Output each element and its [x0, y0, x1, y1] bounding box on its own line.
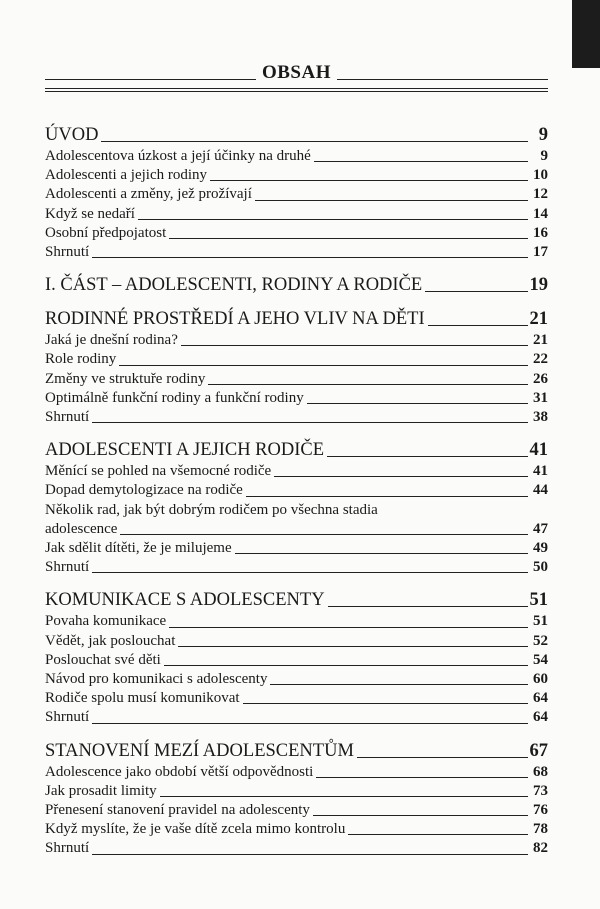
entry-title: Osobní předpojatost — [45, 224, 167, 241]
leader-line — [160, 796, 528, 797]
toc-chapter-heading[interactable] — [45, 124, 548, 146]
toc-entry[interactable] — [45, 408, 548, 427]
entry-title: ÚVOD — [45, 125, 99, 145]
page-title: OBSAH — [261, 62, 332, 83]
leader-line — [208, 384, 528, 385]
toc-entry-wrap — [45, 782, 548, 801]
toc-entry-wrap — [45, 350, 548, 369]
entry-title: Adolescence jako období větší odpovědnosti — [45, 763, 314, 780]
toc-chapter-heading-wrap — [45, 439, 548, 461]
page-number: 64 — [533, 690, 548, 707]
page-number: 51 — [533, 613, 548, 630]
entry-title: Několik rad, jak být dobrým rodičem po všechna stadia — [45, 501, 378, 518]
toc-entry-wrap — [45, 331, 548, 350]
toc-entry[interactable] — [45, 462, 548, 481]
toc-section — [45, 124, 548, 262]
toc-entry[interactable] — [45, 147, 548, 166]
toc-chapter-heading[interactable] — [45, 308, 548, 330]
entry-title: STANOVENÍ MEZÍ ADOLESCENTŮM — [45, 740, 354, 761]
page-number: 67 — [529, 740, 548, 761]
entry-title: Když myslíte, že je vaše dítě zcela mimo kontrolu — [45, 821, 346, 838]
toc-entry[interactable] — [45, 166, 548, 185]
toc-entry-wrap — [45, 370, 548, 389]
toc-chapter-heading[interactable] — [45, 274, 548, 296]
page-number: 21 — [533, 332, 548, 349]
toc-entry[interactable] — [45, 820, 548, 839]
leader-line — [92, 572, 528, 573]
toc-chapter-heading-wrap — [45, 308, 548, 330]
entry-title: Shrnutí — [45, 559, 90, 576]
page-number: 10 — [533, 167, 548, 184]
page-number: 19 — [529, 275, 548, 296]
toc-entry[interactable] — [45, 481, 548, 500]
page-number: 52 — [533, 632, 548, 649]
entry-title: Jak prosadit limity — [45, 782, 157, 799]
toc-chapter-heading-wrap — [45, 589, 548, 611]
entry-title: Adolescenti a jejich rodiny — [45, 167, 208, 184]
toc-entry[interactable] — [45, 539, 548, 558]
leader-line — [307, 403, 528, 404]
toc-entry[interactable] — [45, 558, 548, 577]
leader-line — [92, 422, 528, 423]
page-number: 49 — [533, 540, 548, 557]
page-number: 82 — [533, 840, 548, 857]
toc-entry-wrap — [45, 185, 548, 204]
toc-entry[interactable] — [45, 350, 548, 369]
leader-line — [119, 365, 528, 366]
entry-title: KOMUNIKACE S ADOLESCENTY — [45, 590, 325, 611]
entry-title: Dopad demytologizace na rodiče — [45, 482, 243, 499]
toc-entry[interactable] — [45, 370, 548, 389]
table-of-contents — [45, 124, 548, 871]
leader-line — [138, 219, 528, 220]
toc-entry-wrap — [45, 481, 548, 500]
toc-entry-wrap — [45, 389, 548, 408]
toc-entry-wrap — [45, 462, 548, 481]
page-number: 12 — [533, 186, 548, 203]
entry-title: Shrnutí — [45, 244, 90, 261]
page-number: 44 — [533, 482, 548, 499]
page-number: 41 — [529, 440, 548, 461]
leader-line — [328, 606, 528, 607]
leader-line — [274, 476, 528, 477]
leader-line — [314, 161, 528, 162]
page-number: 73 — [533, 782, 548, 799]
toc-entry[interactable] — [45, 670, 548, 689]
leader-line — [246, 496, 528, 497]
entry-title: Adolescentova úzkost a její účinky na druhé — [45, 148, 311, 164]
page-number: 76 — [533, 802, 548, 819]
leader-line — [169, 627, 528, 628]
toc-entry[interactable] — [45, 708, 548, 727]
entry-title: Shrnutí — [45, 709, 90, 726]
leader-line — [178, 646, 528, 647]
toc-chapter-heading-wrap — [45, 740, 548, 762]
leader-line — [255, 200, 528, 201]
toc-entry-wrap — [45, 708, 548, 727]
title-double-rule — [45, 88, 548, 92]
toc-entry[interactable] — [45, 763, 548, 782]
leader-line — [92, 854, 528, 855]
toc-entry-wrap — [45, 763, 548, 782]
toc-entry-wrap — [45, 689, 548, 708]
toc-section — [45, 274, 548, 296]
toc-chapter-heading[interactable] — [45, 589, 548, 611]
toc-entry[interactable] — [45, 331, 548, 350]
leader-line — [235, 553, 528, 554]
toc-section — [45, 740, 548, 859]
toc-chapter-heading-wrap — [45, 124, 548, 146]
entry-title: Povaha komunikace — [45, 613, 167, 630]
entry-title-continued: adolescence — [45, 520, 118, 537]
toc-entry-wrap — [45, 224, 548, 243]
entry-title: Adolescenti a změny, jež prožívají — [45, 186, 252, 203]
toc-entry-wrap — [45, 839, 548, 858]
entry-title: Role rodiny — [45, 351, 117, 368]
toc-entry[interactable] — [45, 632, 548, 651]
toc-entry[interactable] — [45, 185, 548, 204]
leader-line — [428, 325, 528, 326]
toc-entry-wrap — [45, 501, 548, 539]
toc-entry[interactable] — [45, 243, 548, 262]
leader-line — [243, 703, 528, 704]
toc-entry-wrap — [45, 147, 548, 166]
page-number: 9 — [540, 148, 548, 164]
entry-title: Měnící se pohled na všemocné rodiče — [45, 463, 272, 480]
entry-title: Jak sdělit dítěti, že je milujeme — [45, 540, 232, 557]
page-number: 47 — [533, 520, 548, 537]
toc-entry-wrap — [45, 632, 548, 651]
page-number: 50 — [533, 559, 548, 576]
toc-entry[interactable] — [45, 612, 548, 631]
entry-title: Návod pro komunikaci s adolescenty — [45, 671, 268, 688]
leader-line — [92, 723, 528, 724]
page-number: 68 — [533, 763, 548, 780]
toc-entry[interactable] — [45, 782, 548, 801]
toc-entry[interactable] — [45, 839, 548, 858]
entry-title: RODINNÉ PROSTŘEDÍ A JEHO VLIV NA DĚTI — [45, 309, 425, 330]
entry-title: Přenesení stanovení pravidel na adolescenty — [45, 802, 310, 819]
toc-entry[interactable] — [45, 689, 548, 708]
toc-entry[interactable] — [45, 224, 548, 243]
leader-line — [120, 534, 528, 535]
leader-line — [357, 757, 528, 758]
entry-title: I. ČÁST – ADOLESCENTI, RODINY A RODIČE — [45, 275, 423, 296]
entry-title: Optimálně funkční rodiny a funkční rodiny — [45, 389, 304, 406]
toc-entry-wrap — [45, 205, 548, 224]
leader-line — [210, 180, 528, 181]
page-number: 31 — [533, 389, 548, 406]
entry-title: Rodiče spolu musí komunikovat — [45, 690, 240, 707]
leader-line — [101, 141, 528, 142]
leader-line — [425, 291, 527, 292]
page-number: 38 — [533, 409, 548, 426]
page-edge-tab — [572, 0, 600, 68]
toc-entry-wrap — [45, 539, 548, 558]
toc-entry-wrap — [45, 166, 548, 185]
toc-entry-wrap — [45, 408, 548, 427]
leader-line — [348, 834, 528, 835]
entry-title: Shrnutí — [45, 840, 90, 857]
leader-line — [92, 257, 528, 258]
toc-section — [45, 439, 548, 577]
leader-line — [316, 777, 528, 778]
page-number: 14 — [533, 205, 548, 222]
toc-entry[interactable] — [45, 389, 548, 408]
entry-title: Poslouchat své děti — [45, 651, 161, 668]
toc-entry-wrap — [45, 820, 548, 839]
toc-entry-wrap — [45, 558, 548, 577]
toc-entry-wrap — [45, 670, 548, 689]
entry-title: Vědět, jak poslouchat — [45, 632, 176, 649]
toc-chapter-heading[interactable] — [45, 439, 548, 461]
toc-chapter-heading[interactable] — [45, 740, 548, 762]
page-number: 22 — [533, 351, 548, 368]
entry-title: ADOLESCENTI A JEJICH RODIČE — [45, 440, 325, 461]
page-number: 16 — [533, 224, 548, 241]
toc-entry[interactable] — [45, 520, 548, 539]
toc-entry[interactable] — [45, 205, 548, 224]
leader-line — [169, 238, 528, 239]
toc-entry[interactable] — [45, 651, 548, 670]
page-number: 54 — [533, 651, 548, 668]
page-number: 21 — [529, 309, 548, 330]
toc-entry-wrap — [45, 612, 548, 631]
entry-title: Jaká je dnešní rodina? — [45, 332, 178, 349]
toc-entry-wrap — [45, 801, 548, 820]
leader-line — [270, 684, 528, 685]
leader-line — [181, 345, 528, 346]
toc-entry[interactable] — [45, 801, 548, 820]
title-rule-left — [45, 79, 256, 80]
entry-title: Shrnutí — [45, 409, 90, 426]
toc-section — [45, 308, 548, 427]
entry-title: Když se nedaří — [45, 205, 135, 222]
title-rule-right — [337, 79, 548, 80]
leader-line — [327, 456, 527, 457]
page-number: 64 — [533, 709, 548, 726]
page-number: 9 — [538, 125, 548, 145]
toc-entry-wrap — [45, 651, 548, 670]
toc-entry-wrap — [45, 243, 548, 262]
page-number: 26 — [533, 370, 548, 387]
leader-line — [313, 815, 528, 816]
toc-chapter-heading-wrap — [45, 274, 548, 296]
leader-line — [164, 665, 528, 666]
entry-title: Změny ve struktuře rodiny — [45, 370, 206, 387]
page-number: 41 — [533, 463, 548, 480]
page-number: 60 — [533, 671, 548, 688]
page-number: 51 — [529, 590, 548, 611]
page-number: 17 — [533, 244, 548, 261]
toc-title-row — [45, 62, 548, 84]
toc-section — [45, 589, 548, 727]
page-number: 78 — [533, 821, 548, 838]
toc-entry-line — [45, 501, 548, 520]
